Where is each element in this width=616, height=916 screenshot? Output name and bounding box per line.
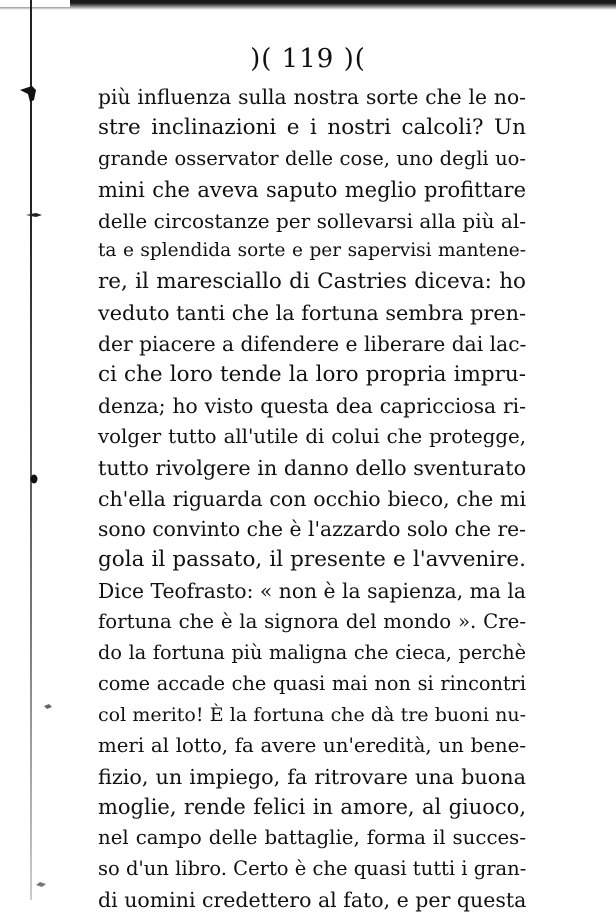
text-line: fortuna che è la signora del mondo ». Cre- xyxy=(98,610,526,634)
margin-arrow-mark xyxy=(18,84,48,104)
text-line: ch'ella riguarda con occhio bieco, che mi xyxy=(98,486,526,511)
text-line: sono convinto che è l'azzardo solo che re- xyxy=(98,517,526,542)
text-line: come accade che quasi mai non si rincontri xyxy=(98,671,526,695)
text-line: stre inclinazioni e i nostri calcoli? Un xyxy=(98,114,526,140)
text-line: ta e splendida sorte e per sapervisi mantene- xyxy=(98,240,526,262)
margin-speck-mark xyxy=(36,882,46,887)
margin-dot-mark xyxy=(30,474,38,484)
text-line: moglie, rende felici in amore, al giuoco, xyxy=(98,795,526,820)
text-line: grande osservator delle cose, uno degli uo- xyxy=(98,146,526,170)
text-line: nel campo delle battaglie, forma il succes- xyxy=(98,826,526,850)
text-line: fizio, un impiego, fa ritrovare una buona xyxy=(98,764,526,789)
text-line: Dice Teofrasto: « non è la sapienza, ma la xyxy=(98,579,526,604)
page-top-edge-gap xyxy=(0,0,70,7)
text-line: so d'un libro. Certo è che quasi tutti i gran- xyxy=(98,857,527,881)
body-text xyxy=(98,82,526,916)
text-line: di uomini credettero al fato, e per questa xyxy=(98,888,527,913)
text-line: meri al lotto, fa avere un'eredità, un bene- xyxy=(98,733,526,757)
text-line: re, il maresciallo di Castries diceva: ho xyxy=(98,269,526,295)
text-line: mini che aveva saputo meglio profittare xyxy=(98,177,526,202)
text-line: più influenza sulla nostra sorte che le no- xyxy=(98,85,526,109)
text-line: col merito! È la fortuna che dà tre buoni nu- xyxy=(98,703,526,726)
text-line: gola il passato, il presente e l'avvenire. xyxy=(98,547,526,573)
page-top-edge xyxy=(0,0,616,10)
text-line: tutto rivolgere in danno dello sventurato xyxy=(98,455,527,480)
text-line: veduto tanti che la fortuna sembra pren- xyxy=(98,301,526,326)
text-line: der piacere a difendere e liberare dai lac- xyxy=(98,332,527,357)
text-line: volger tutto all'utile di colui che protegge, xyxy=(98,424,526,448)
text-line: do la fortuna più maligna che cieca, perchè xyxy=(98,641,526,665)
page-number: )( 119 )( xyxy=(250,44,366,74)
text-line: ci che loro tende la loro propria impru- xyxy=(98,362,526,388)
margin-speck-mark xyxy=(44,704,52,709)
text-line: delle circostanze per sollevarsi alla più al- xyxy=(98,208,526,233)
binding-margin-line-fade xyxy=(30,200,32,900)
text-line: denza; ho visto questa dea capricciosa ri- xyxy=(98,393,526,418)
margin-dash-mark xyxy=(26,212,42,218)
